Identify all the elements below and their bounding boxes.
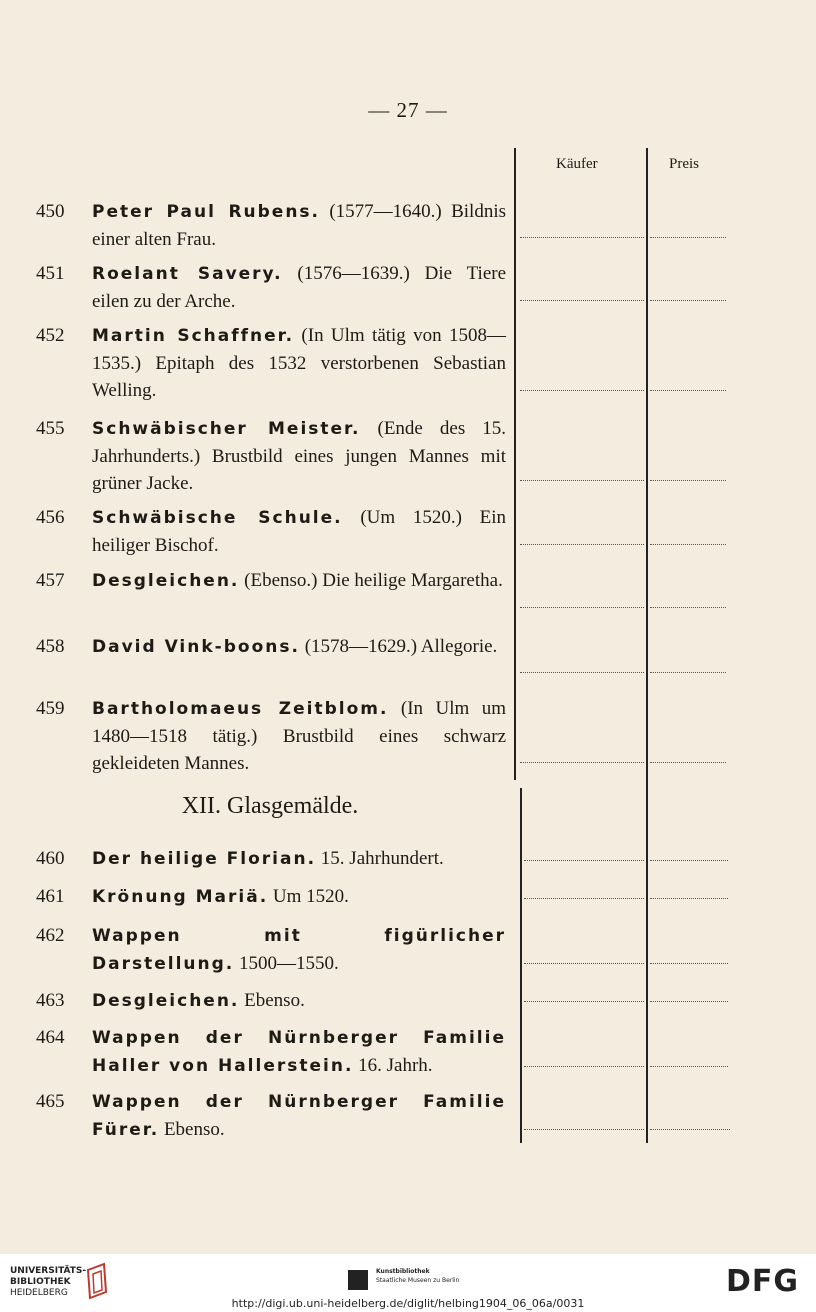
entry-title: David Vink-boons.: [92, 637, 300, 657]
entry-description: 1500—1550.: [238, 953, 339, 974]
column-divider-right: [646, 148, 648, 1143]
buyer-fill-line: [520, 480, 644, 481]
entry-number: 459: [36, 698, 65, 719]
buyer-fill-line: [524, 1129, 644, 1130]
catalog-entry: [36, 695, 506, 779]
price-fill-line: [650, 672, 726, 673]
price-fill-line: [650, 762, 726, 763]
column-header-buyer: Käufer: [556, 156, 598, 172]
entry-description: (In Ulm tätig von 1508—1535.) Epitaph des 1532 verstorbenen Sebastian Welling.: [92, 325, 506, 401]
entry-description: (In Ulm um 1480—1518 tätig.) Brustbild eines schwarz gekleideten Mannes.: [92, 698, 506, 774]
catalog-entry: [36, 260, 506, 320]
price-fill-line: [650, 480, 726, 481]
entry-description: Ebenso.: [163, 1119, 225, 1140]
entry-description: 15. Jahrhundert.: [320, 848, 444, 869]
entry-description: Ebenso.: [244, 990, 305, 1011]
price-fill-line: [650, 1129, 730, 1130]
kunstbibliothek-icon: [348, 1270, 368, 1290]
entry-number: 463: [36, 990, 65, 1011]
catalog-entry: [36, 1088, 506, 1144]
catalog-entry: [36, 1024, 506, 1080]
entry-number: 461: [36, 886, 65, 907]
entry-number: 456: [36, 507, 65, 528]
catalog-entry: [36, 922, 506, 978]
catalog-entry: [36, 198, 506, 258]
price-fill-line: [650, 544, 726, 545]
kunstbibliothek-logo: [348, 1264, 488, 1294]
price-fill-line: [650, 1066, 728, 1067]
entry-number: 450: [36, 201, 65, 222]
buyer-fill-line: [520, 762, 644, 763]
catalog-entry: [36, 987, 506, 1017]
buyer-fill-line: [520, 544, 644, 545]
buyer-fill-line: [520, 237, 644, 238]
entry-description: 16. Jahrh.: [358, 1055, 433, 1076]
buyer-fill-line: [524, 898, 644, 899]
buyer-fill-line: [524, 1066, 644, 1067]
buyer-fill-line: [520, 390, 644, 391]
buyer-fill-line: [524, 1001, 644, 1002]
dfg-logo: DFG: [726, 1264, 800, 1299]
ub-line-1: UNIVERSITÄTS-: [10, 1266, 87, 1276]
catalog-entry: [36, 567, 506, 627]
entry-title: Roelant Savery.: [92, 264, 283, 284]
catalog-entry: [36, 504, 506, 564]
entry-number: 457: [36, 570, 65, 591]
price-fill-line: [650, 898, 728, 899]
ub-line-3: HEIDELBERG: [10, 1288, 68, 1298]
buyer-fill-line: [520, 607, 644, 608]
price-fill-line: [650, 860, 728, 861]
entry-number: 465: [36, 1091, 65, 1112]
entry-title: Bartholomaeus Zeitblom.: [92, 699, 389, 719]
university-library-logo-icon: [84, 1262, 110, 1300]
entry-title: Wappen der Nürnberger Familie Haller von Hallerstein.: [92, 1028, 506, 1076]
entry-title: Krönung Mariä.: [92, 887, 269, 907]
entry-number: 455: [36, 418, 65, 439]
kb-line-2: Staatliche Museen zu Berlin: [376, 1277, 460, 1284]
kb-line-1: Kunstbibliothek: [376, 1268, 430, 1275]
column-divider-left-lower: [520, 788, 522, 1143]
entry-number: 451: [36, 263, 65, 284]
buyer-fill-line: [524, 963, 644, 964]
entry-title: Wappen mit figürlicher Darstellung.: [92, 926, 506, 974]
university-library-logo-text: [10, 1266, 86, 1299]
entry-description: (Ebenso.) Die heilige Margaretha.: [244, 570, 503, 591]
buyer-fill-line: [520, 300, 644, 301]
entry-description: (1577—1640.) Bildnis einer alten Frau.: [92, 201, 507, 250]
price-fill-line: [650, 390, 726, 391]
source-url[interactable]: http://digi.ub.uni-heidelberg.de/diglit/helbing1904_06_06a/0031: [231, 1297, 585, 1310]
column-divider-left-upper: [514, 148, 516, 780]
column-header-price: Preis: [669, 156, 699, 172]
entry-title: Schwäbische Schule.: [92, 508, 343, 528]
buyer-fill-line: [524, 860, 644, 861]
entry-description: (Um 1520.) Ein heiliger Bischof.: [92, 507, 506, 556]
entry-description: (1576—1639.) Die Tiere eilen zu der Arche.: [92, 263, 507, 312]
buyer-fill-line: [520, 672, 644, 673]
catalog-entry: [36, 883, 506, 913]
entry-title: Martin Schaffner.: [92, 326, 295, 346]
entry-number: 452: [36, 325, 65, 346]
entry-description: Um 1520.: [272, 886, 349, 907]
entry-description: (Ende des 15. Jahrhunderts.) Brustbild eines jungen Mannes mit grüner Jacke.: [92, 418, 506, 494]
price-fill-line: [650, 300, 726, 301]
catalog-entry: [36, 322, 506, 406]
entry-title: Schwäbischer Meister.: [92, 419, 361, 439]
catalog-entry: [36, 845, 506, 875]
entry-title: Desgleichen.: [92, 991, 240, 1011]
price-fill-line: [650, 237, 726, 238]
catalog-entry: [36, 633, 506, 693]
catalog-entry: [36, 415, 506, 499]
page-number: — 27 —: [368, 98, 448, 122]
entry-title: Peter Paul Rubens.: [92, 202, 321, 222]
entry-number: 458: [36, 636, 65, 657]
section-title: XII. Glasgemälde.: [181, 793, 359, 819]
entry-title: Desgleichen.: [92, 571, 240, 591]
entry-number: 462: [36, 925, 65, 946]
price-fill-line: [650, 963, 728, 964]
entry-title: Wappen der Nürnberger Familie Fürer.: [92, 1092, 506, 1140]
entry-title: Der heilige Florian.: [92, 849, 317, 869]
entry-number: 464: [36, 1027, 65, 1048]
ub-line-2: BIBLIOTHEK: [10, 1277, 71, 1287]
price-fill-line: [650, 1001, 728, 1002]
entry-description: (1578—1629.) Allegorie.: [304, 636, 498, 657]
entry-number: 460: [36, 848, 65, 869]
price-fill-line: [650, 607, 726, 608]
